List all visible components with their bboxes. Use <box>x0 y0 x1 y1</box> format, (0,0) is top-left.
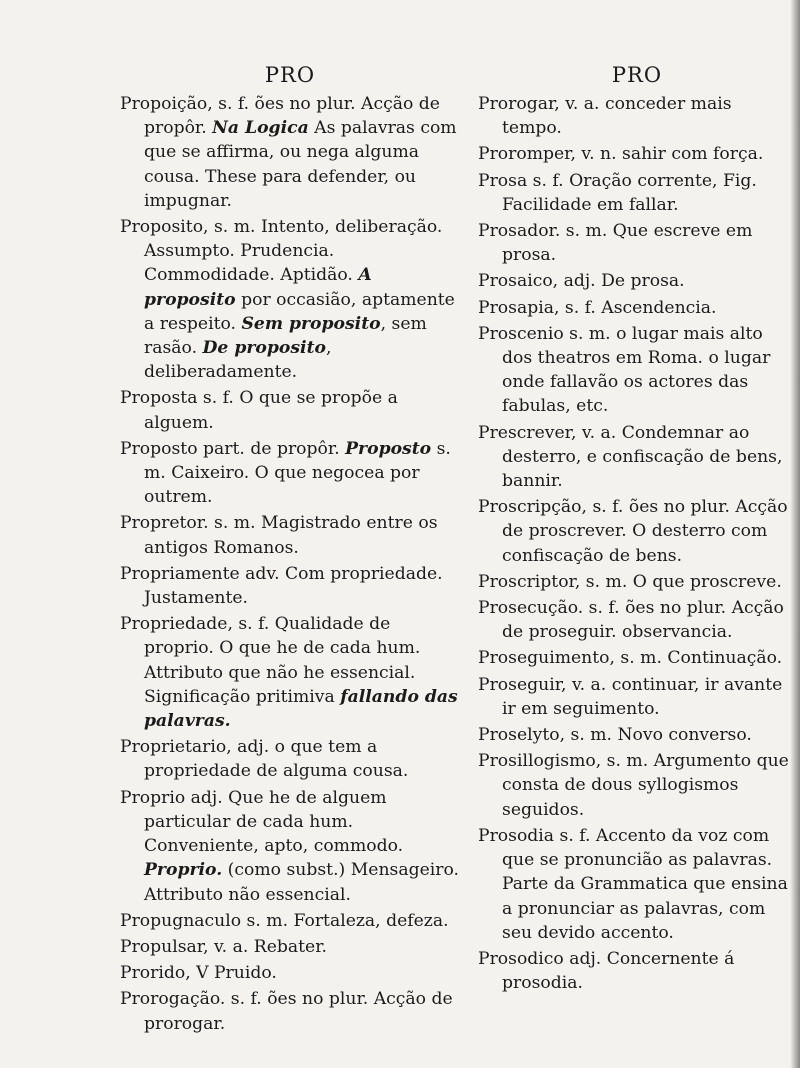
entry-text: Proselyto, s. m. Novo converso. <box>478 725 752 746</box>
entry-text: Prescrever, v. a. Condemnar ao desterro, e confiscação de bens, bannir. <box>478 422 783 492</box>
dictionary-entry <box>478 269 796 293</box>
entry-italic-text: fallando das palavras. <box>144 686 458 732</box>
entry-text: Prorido, V Pruido. <box>120 963 277 984</box>
dictionary-entry <box>478 723 796 747</box>
dictionary-entry <box>478 169 796 217</box>
dictionary-entry <box>120 92 460 213</box>
entry-italic-text: Proprio. <box>144 860 223 881</box>
entry-text: As palavras com que se affirma, ou nega alguma cousa. These para defender, ou impugnar. <box>144 118 457 211</box>
dictionary-entry <box>120 562 460 610</box>
entry-italic-text: Na Logica <box>212 118 309 139</box>
entry-text: , sem rasão. <box>144 313 427 359</box>
dictionary-entry <box>478 824 796 945</box>
entry-text: Proscripção, s. f. ões no plur. Acção de proscrever. O desterro com confiscação de bens. <box>478 497 788 566</box>
left-running-header: PRO <box>264 63 316 87</box>
dictionary-entry <box>120 909 460 933</box>
dictionary-entry <box>478 495 796 568</box>
entry-text: Propoição, s. f. ões no plur. Acção de propôr. <box>120 94 440 139</box>
entry-text: (como subst.) Mensageiro. Attributo não essencial. <box>144 860 460 905</box>
entry-text: Propulsar, v. a. Rebater. <box>120 936 328 957</box>
entry-text: Propugnaculo s. m. Fortaleza, defeza. <box>120 910 449 931</box>
dictionary-entry <box>478 322 796 419</box>
entry-italic-text: Proposto <box>345 438 432 459</box>
entry-text: Prosa s. f. Oração corrente, Fig. Facilidade em fallar. <box>478 170 757 215</box>
entry-text: Proscriptor, s. m. O que proscreve. <box>478 571 782 592</box>
entry-italic-text: Sem proposito <box>241 313 381 334</box>
entry-italic-text: A proposito <box>144 265 372 310</box>
dictionary-entry <box>120 215 460 384</box>
entry-text: por occasião, aptamente a respeito. <box>144 289 455 334</box>
dictionary-entry <box>478 421 796 494</box>
entry-text: Proposta s. f. O que se propõe a alguem. <box>120 388 398 433</box>
dictionary-entry <box>120 935 460 959</box>
entry-text: Prosador. s. m. Que escreve em prosa. <box>478 221 753 266</box>
entry-text: Prorogação. s. f. ões no plur. Acção de prorogar. <box>120 989 453 1034</box>
entry-text: Propriamente adv. Com propriedade. Justamente. <box>120 563 443 609</box>
dictionary-entry <box>478 673 796 721</box>
entry-text: , deliberadamente. <box>144 338 332 383</box>
dictionary-entry <box>478 749 796 822</box>
dictionary-entry <box>478 142 796 166</box>
entry-text: Proprietario, adj. o que tem a propriedade de alguma cousa. <box>120 737 409 782</box>
dictionary-entry <box>120 437 460 510</box>
right-entries <box>478 92 796 995</box>
entry-text: Prosecução. s. f. ões no plur. Acção de proseguir. observancia. <box>478 598 784 643</box>
entry-text: Prorogar, v. a. conceder mais tempo. <box>478 94 732 139</box>
dictionary-entry <box>478 947 796 995</box>
dictionary-entry <box>478 646 796 670</box>
entry-text: Proromper, v. n. sahir com força. <box>478 144 764 165</box>
entry-text: Prosillogismo, s. m. Argumento que consta de dous syllogismos seguidos. <box>478 751 789 820</box>
dictionary-entry <box>478 570 796 594</box>
right-running-header: PRO <box>611 63 663 87</box>
entry-text: s. m. Caixeiro. O que negocea por outrem. <box>144 438 451 508</box>
left-entries <box>120 92 460 1036</box>
dictionary-entry <box>120 961 460 985</box>
entry-text: Proseguir, v. a. continuar, ir avante ir em seguimento. <box>478 674 783 719</box>
entry-text: Prosaico, adj. De prosa. <box>478 271 685 292</box>
dictionary-entry <box>120 511 460 559</box>
dictionary-entry <box>120 386 460 434</box>
dictionary-entry <box>478 596 796 644</box>
dictionary-entry <box>478 92 796 140</box>
entry-text: Proprio adj. Que he de alguem particular de cada hum. Conveniente, apto, commodo. <box>120 787 404 857</box>
entry-italic-text: De proposito <box>202 338 326 359</box>
dictionary-entry <box>120 735 460 783</box>
entry-text: Prosodico adj. Concernente á prosodia. <box>478 948 735 994</box>
entry-text: Prosodia s. f. Accento da voz com que se pronuncião as palavras. Parte da Grammatica que ensina a pronunciar as palavras, com seu devido accento. <box>478 825 788 943</box>
left-column <box>120 62 460 1038</box>
right-column <box>478 62 796 997</box>
dictionary-entry <box>478 296 796 320</box>
entry-text: Prosapia, s. f. Ascendencia. <box>478 297 717 318</box>
dictionary-entry <box>120 786 460 907</box>
dictionary-entry <box>478 219 796 267</box>
entry-text: Propretor. s. m. Magistrado entre os antigos Romanos. <box>120 513 438 558</box>
entry-text: Proscenio s. m. o lugar mais alto dos theatros em Roma. o lugar onde fallavão os actores das fabulas, etc. <box>478 323 771 417</box>
dictionary-entry <box>120 612 460 733</box>
entry-text: Proposto part. de propôr. <box>120 438 346 459</box>
entry-text: Propriedade, s. f. Qualidade de proprio. O que he de cada hum. Attributo que não he essencial. Significação pritimiva <box>120 614 421 707</box>
dictionary-entry <box>120 987 460 1035</box>
entry-text: Proposito, s. m. Intento, deliberação. Assumpto. Prudencia. Commodidade. Aptidão. <box>120 217 443 286</box>
entry-text: Proseguimento, s. m. Continuação. <box>478 648 783 669</box>
